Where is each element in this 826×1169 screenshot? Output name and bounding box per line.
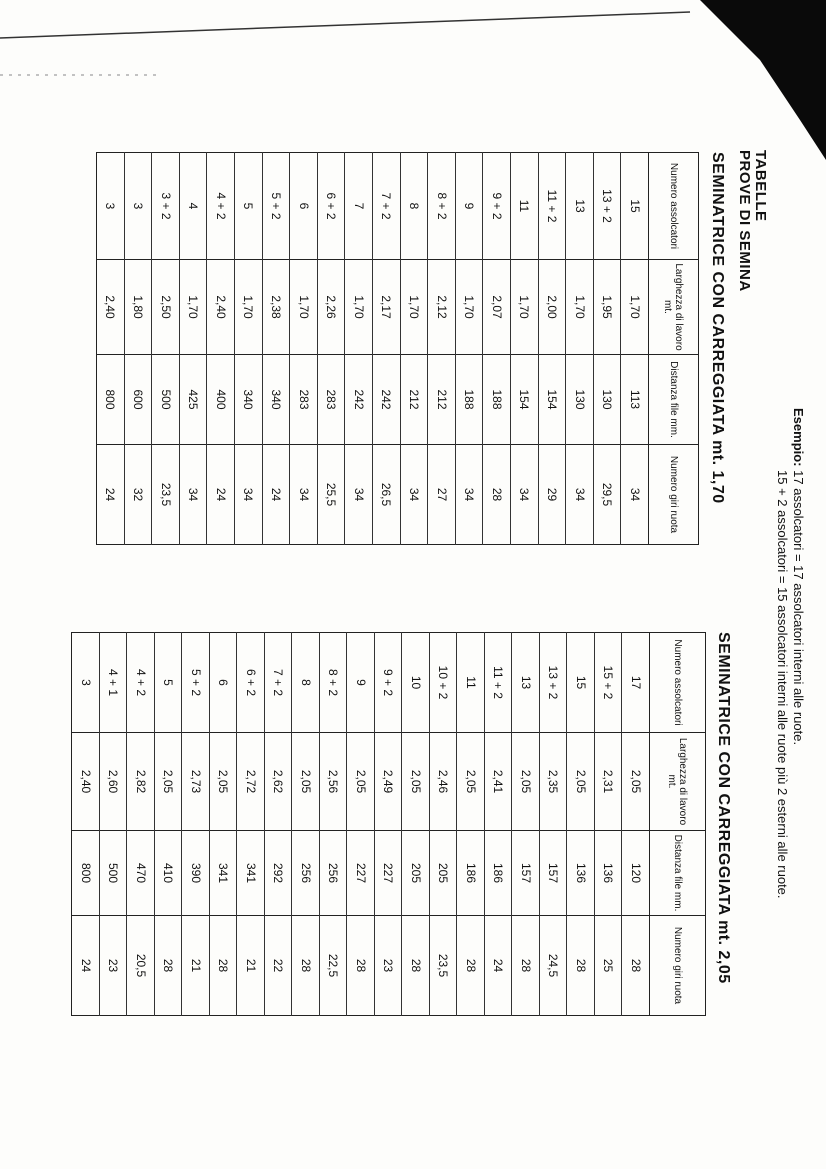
col-header-numero-assolcatori: Numero assolcatori <box>650 633 706 733</box>
cell-numero-assolcatori: 13 + 2 <box>593 153 621 260</box>
cell-numero-assolcatori: 6 <box>210 633 238 733</box>
cell-larghezza: 1,95 <box>593 260 621 355</box>
cell-larghezza: 2,35 <box>540 733 568 831</box>
cell-distanza: 154 <box>511 355 539 445</box>
cell-numero-giri: 34 <box>621 445 649 545</box>
example-note <box>774 408 806 899</box>
cell-numero-giri: 21 <box>237 916 265 1016</box>
cell-larghezza: 1,70 <box>621 260 649 355</box>
table-carreggiata-170 <box>96 152 699 545</box>
cell-larghezza: 1,70 <box>566 260 594 355</box>
cell-larghezza: 2,82 <box>127 733 155 831</box>
table-row <box>621 153 649 545</box>
cell-larghezza: 2,05 <box>567 733 595 831</box>
table-row <box>455 153 483 545</box>
cell-numero-giri: 24 <box>262 445 290 545</box>
cell-numero-assolcatori: 4 + 2 <box>127 633 155 733</box>
table-row <box>100 633 128 1016</box>
cell-numero-giri: 34 <box>566 445 594 545</box>
cell-numero-assolcatori: 5 + 2 <box>182 633 210 733</box>
cell-larghezza: 2,05 <box>622 733 650 831</box>
cell-numero-assolcatori: 8 + 2 <box>320 633 348 733</box>
table-row <box>567 633 595 1016</box>
table-row <box>179 153 207 545</box>
cell-numero-giri: 22,5 <box>320 916 348 1016</box>
example-line-2: 15 + 2 assolcatori = 15 assolcatori interni alle ruote più 2 esterni alle ruote. <box>775 470 790 899</box>
cell-distanza: 154 <box>538 355 566 445</box>
cell-larghezza: 2,46 <box>430 733 458 831</box>
cell-numero-assolcatori: 7 <box>345 153 373 260</box>
table-row <box>595 633 623 1016</box>
table-row <box>483 153 511 545</box>
col-header-numero-giri: Numero giri ruota <box>649 445 699 545</box>
cell-larghezza: 2,26 <box>317 260 345 355</box>
table-row <box>317 153 345 545</box>
cell-numero-assolcatori: 8 <box>292 633 320 733</box>
table-row <box>512 633 540 1016</box>
cell-distanza: 113 <box>621 355 649 445</box>
cell-numero-assolcatori: 13 <box>512 633 540 733</box>
cell-numero-giri: 34 <box>179 445 207 545</box>
cell-distanza: 227 <box>347 831 375 916</box>
cell-distanza: 205 <box>430 831 458 916</box>
cell-distanza: 292 <box>265 831 293 916</box>
cell-numero-assolcatori: 9 <box>347 633 375 733</box>
cell-larghezza: 2,38 <box>262 260 290 355</box>
cell-larghezza: 2,40 <box>72 733 100 831</box>
cell-distanza: 256 <box>320 831 348 916</box>
cell-numero-assolcatori: 8 <box>400 153 428 260</box>
table-row <box>320 633 348 1016</box>
cell-numero-giri: 34 <box>511 445 539 545</box>
cell-distanza: 136 <box>567 831 595 916</box>
table-row <box>538 153 566 545</box>
cell-distanza: 227 <box>375 831 403 916</box>
cell-numero-giri: 23 <box>100 916 128 1016</box>
cell-distanza: 400 <box>207 355 235 445</box>
cell-numero-giri: 24 <box>485 916 513 1016</box>
cell-larghezza: 1,80 <box>124 260 152 355</box>
table-row <box>262 153 290 545</box>
cell-numero-assolcatori: 4 + 1 <box>100 633 128 733</box>
cell-numero-assolcatori: 9 + 2 <box>375 633 403 733</box>
cell-distanza: 800 <box>72 831 100 916</box>
cell-distanza: 157 <box>512 831 540 916</box>
table-row <box>511 153 539 545</box>
cell-larghezza: 2,17 <box>373 260 401 355</box>
table-row <box>345 153 373 545</box>
cell-distanza: 205 <box>402 831 430 916</box>
col-header-larghezza: Larghezza di lavoro mt. <box>650 733 706 831</box>
cell-numero-giri: 34 <box>400 445 428 545</box>
cell-numero-giri: 24 <box>207 445 235 545</box>
table-row <box>485 633 513 1016</box>
cell-distanza: 130 <box>593 355 621 445</box>
cell-larghezza: 2,50 <box>152 260 180 355</box>
table-row <box>155 633 183 1016</box>
cell-larghezza: 1,70 <box>179 260 207 355</box>
cell-numero-giri: 29,5 <box>593 445 621 545</box>
table-row <box>210 633 238 1016</box>
cell-distanza: 120 <box>622 831 650 916</box>
cell-numero-giri: 27 <box>428 445 456 545</box>
cell-larghezza: 2,49 <box>375 733 403 831</box>
cell-numero-assolcatori: 9 + 2 <box>483 153 511 260</box>
cell-distanza: 470 <box>127 831 155 916</box>
cell-larghezza: 2,05 <box>347 733 375 831</box>
cell-numero-giri: 21 <box>182 916 210 1016</box>
cell-numero-giri: 20,5 <box>127 916 155 1016</box>
cell-numero-assolcatori: 11 <box>511 153 539 260</box>
cell-numero-assolcatori: 8 + 2 <box>428 153 456 260</box>
cell-numero-assolcatori: 10 + 2 <box>430 633 458 733</box>
cell-distanza: 130 <box>566 355 594 445</box>
cell-distanza: 390 <box>182 831 210 916</box>
table-row <box>373 153 401 545</box>
cell-numero-giri: 24 <box>97 445 125 545</box>
cell-numero-giri: 25,5 <box>317 445 345 545</box>
table-row <box>97 153 125 545</box>
cell-distanza: 500 <box>100 831 128 916</box>
cell-larghezza: 1,70 <box>235 260 263 355</box>
cell-larghezza: 2,00 <box>538 260 566 355</box>
cell-numero-assolcatori: 7 + 2 <box>373 153 401 260</box>
cell-numero-assolcatori: 6 + 2 <box>317 153 345 260</box>
cell-numero-assolcatori: 11 <box>457 633 485 733</box>
cell-numero-giri: 34 <box>345 445 373 545</box>
cell-numero-assolcatori: 5 + 2 <box>262 153 290 260</box>
cell-numero-giri: 34 <box>235 445 263 545</box>
cell-numero-assolcatori: 3 + 2 <box>152 153 180 260</box>
col-header-larghezza: Larghezza di lavoro mt. <box>649 260 699 355</box>
table-170-title: SEMINATRICE CON CARREGGIATA mt. 1,70 <box>709 152 726 504</box>
table-row <box>237 633 265 1016</box>
cell-larghezza: 2,56 <box>320 733 348 831</box>
cell-larghezza: 2,05 <box>210 733 238 831</box>
cell-numero-assolcatori: 11 + 2 <box>485 633 513 733</box>
cell-larghezza: 2,40 <box>207 260 235 355</box>
cell-larghezza: 2,73 <box>182 733 210 831</box>
table-row <box>127 633 155 1016</box>
cell-numero-giri: 28 <box>622 916 650 1016</box>
col-header-distanza: Distanza file mm. <box>650 831 706 916</box>
table-row <box>375 633 403 1016</box>
cell-larghezza: 2,40 <box>97 260 125 355</box>
cell-distanza: 157 <box>540 831 568 916</box>
table-row <box>347 633 375 1016</box>
cell-larghezza: 1,70 <box>290 260 318 355</box>
cell-numero-giri: 28 <box>402 916 430 1016</box>
table-row <box>428 153 456 545</box>
cell-distanza: 188 <box>483 355 511 445</box>
cell-distanza: 340 <box>235 355 263 445</box>
cell-larghezza: 2,62 <box>265 733 293 831</box>
cell-numero-assolcatori: 3 <box>124 153 152 260</box>
table-row <box>235 153 263 545</box>
cell-distanza: 800 <box>97 355 125 445</box>
cell-numero-assolcatori: 5 <box>235 153 263 260</box>
cell-numero-giri: 26,5 <box>373 445 401 545</box>
cell-larghezza: 2,05 <box>292 733 320 831</box>
cell-distanza: 212 <box>400 355 428 445</box>
cell-distanza: 186 <box>457 831 485 916</box>
cell-numero-giri: 23 <box>375 916 403 1016</box>
cell-distanza: 341 <box>210 831 238 916</box>
cell-numero-giri: 25 <box>595 916 623 1016</box>
table-row <box>430 633 458 1016</box>
cell-numero-assolcatori: 13 + 2 <box>540 633 568 733</box>
cell-larghezza: 2,05 <box>402 733 430 831</box>
cell-numero-giri: 28 <box>292 916 320 1016</box>
cell-distanza: 500 <box>152 355 180 445</box>
cell-distanza: 341 <box>237 831 265 916</box>
cell-numero-assolcatori: 4 <box>179 153 207 260</box>
cell-numero-giri: 34 <box>455 445 483 545</box>
cell-numero-assolcatori: 11 + 2 <box>538 153 566 260</box>
cell-larghezza: 2,05 <box>155 733 183 831</box>
table-row <box>290 153 318 545</box>
cell-distanza: 186 <box>485 831 513 916</box>
cell-numero-assolcatori: 6 + 2 <box>237 633 265 733</box>
cell-numero-assolcatori: 13 <box>566 153 594 260</box>
cell-numero-giri: 28 <box>512 916 540 1016</box>
cell-larghezza: 2,60 <box>100 733 128 831</box>
cell-numero-assolcatori: 4 + 2 <box>207 153 235 260</box>
cell-numero-giri: 28 <box>210 916 238 1016</box>
table-row <box>72 633 100 1016</box>
table-row <box>292 633 320 1016</box>
cell-numero-giri: 22 <box>265 916 293 1016</box>
cell-larghezza: 1,70 <box>400 260 428 355</box>
cell-larghezza: 2,07 <box>483 260 511 355</box>
cell-numero-assolcatori: 6 <box>290 153 318 260</box>
cell-larghezza: 1,70 <box>455 260 483 355</box>
cell-distanza: 136 <box>595 831 623 916</box>
cell-distanza: 600 <box>124 355 152 445</box>
table-row <box>457 633 485 1016</box>
cell-numero-giri: 28 <box>567 916 595 1016</box>
table-row <box>566 153 594 545</box>
cell-larghezza: 2,05 <box>457 733 485 831</box>
col-header-distanza: Distanza file mm. <box>649 355 699 445</box>
cell-numero-assolcatori: 15 <box>621 153 649 260</box>
table-row <box>402 633 430 1016</box>
cell-larghezza: 2,41 <box>485 733 513 831</box>
cell-numero-giri: 24 <box>72 916 100 1016</box>
table-carreggiata-205 <box>72 632 707 1016</box>
cell-distanza: 256 <box>292 831 320 916</box>
cell-larghezza: 2,05 <box>512 733 540 831</box>
cell-numero-giri: 29 <box>538 445 566 545</box>
cell-distanza: 425 <box>179 355 207 445</box>
table-row <box>265 633 293 1016</box>
table-row <box>207 153 235 545</box>
heading-line-1: TABELLE <box>752 150 769 222</box>
cell-numero-giri: 28 <box>483 445 511 545</box>
cell-larghezza: 2,72 <box>237 733 265 831</box>
cell-larghezza: 1,70 <box>511 260 539 355</box>
col-header-numero-assolcatori: Numero assolcatori <box>649 153 699 260</box>
cell-distanza: 340 <box>262 355 290 445</box>
cell-numero-giri: 24,5 <box>540 916 568 1016</box>
example-line-1: 17 assolcatori = 17 assolcatori interni alle ruote. <box>791 470 806 746</box>
cell-distanza: 188 <box>455 355 483 445</box>
table-row <box>540 633 568 1016</box>
cell-numero-assolcatori: 17 <box>622 633 650 733</box>
cell-distanza: 283 <box>290 355 318 445</box>
cell-numero-giri: 28 <box>347 916 375 1016</box>
cell-numero-assolcatori: 10 <box>402 633 430 733</box>
cell-numero-assolcatori: 15 + 2 <box>595 633 623 733</box>
cell-distanza: 242 <box>373 355 401 445</box>
cell-distanza: 283 <box>317 355 345 445</box>
cell-numero-giri: 23,5 <box>430 916 458 1016</box>
document-heading <box>736 150 768 292</box>
cell-numero-giri: 28 <box>457 916 485 1016</box>
cell-numero-assolcatori: 5 <box>155 633 183 733</box>
cell-larghezza: 2,31 <box>595 733 623 831</box>
heading-line-2: PROVE DI SEMINA <box>736 150 753 292</box>
cell-distanza: 212 <box>428 355 456 445</box>
cell-numero-assolcatori: 3 <box>97 153 125 260</box>
table-row <box>593 153 621 545</box>
cell-larghezza: 1,70 <box>345 260 373 355</box>
cell-numero-giri: 28 <box>155 916 183 1016</box>
cell-numero-giri: 32 <box>124 445 152 545</box>
example-label: Esempio: <box>791 408 806 467</box>
cell-numero-giri: 34 <box>290 445 318 545</box>
cell-numero-assolcatori: 3 <box>72 633 100 733</box>
cell-distanza: 410 <box>155 831 183 916</box>
cell-numero-assolcatori: 9 <box>455 153 483 260</box>
table-row <box>152 153 180 545</box>
table-row <box>622 633 650 1016</box>
cell-numero-assolcatori: 15 <box>567 633 595 733</box>
table-row <box>124 153 152 545</box>
table-row <box>182 633 210 1016</box>
cell-numero-giri: 23,5 <box>152 445 180 545</box>
cell-numero-assolcatori: 7 + 2 <box>265 633 293 733</box>
col-header-numero-giri: Numero giri ruota <box>650 916 706 1016</box>
cell-distanza: 242 <box>345 355 373 445</box>
cell-larghezza: 2,12 <box>428 260 456 355</box>
table-205-title: SEMINATRICE CON CARREGGIATA mt. 2,05 <box>715 632 732 984</box>
table-row <box>400 153 428 545</box>
